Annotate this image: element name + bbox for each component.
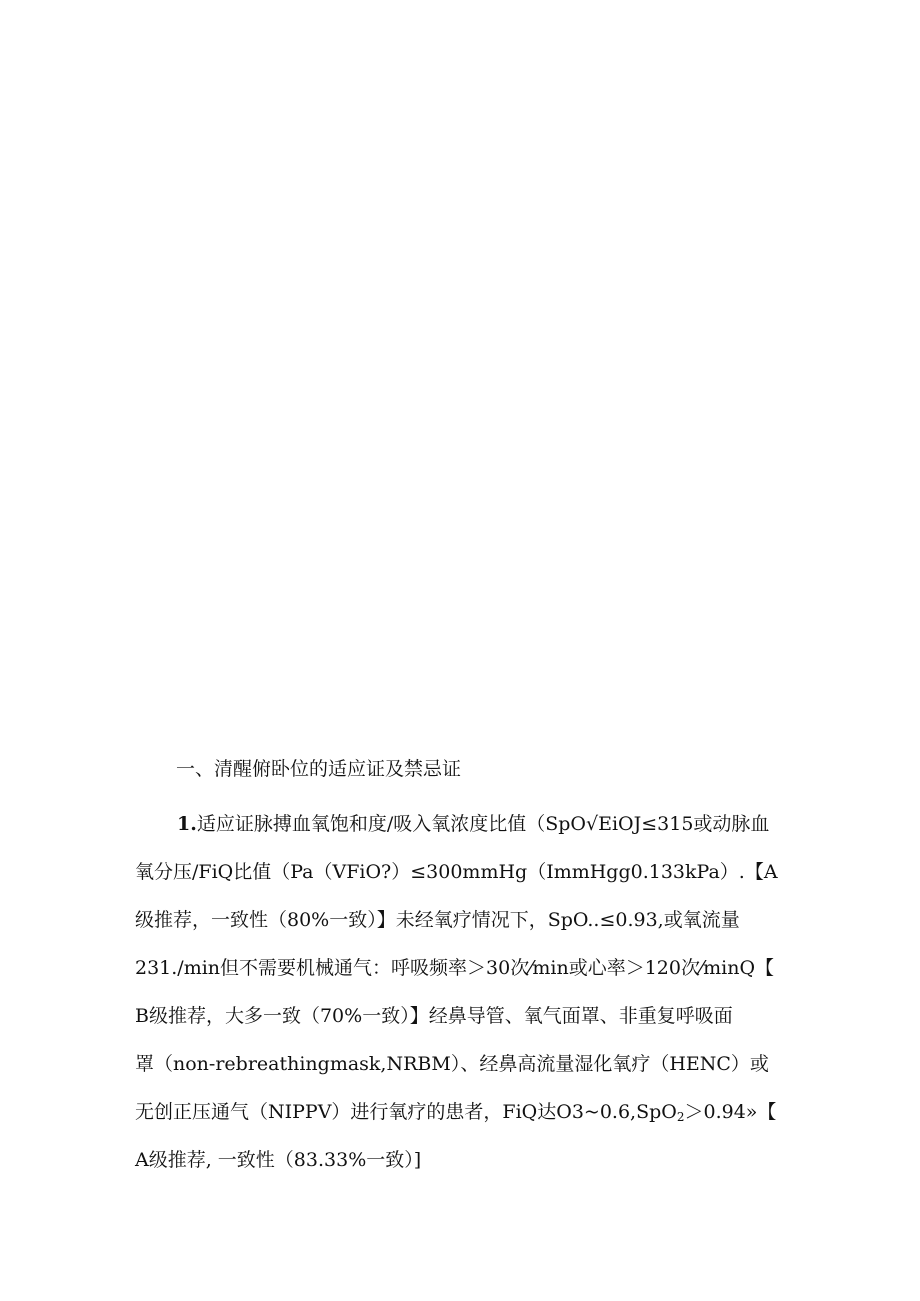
paragraph-line-8: A级推荐, 一致性（83.33%一致）] [135, 1149, 422, 1171]
paragraph-line-7-text: 无创正压通气（NIPPV）进行氧疗的患者，FiQ达O3~0.6,SpO [135, 1101, 677, 1123]
indication-paragraph [135, 800, 795, 1184]
section-heading: 一、清醒俯卧位的适应证及禁忌证 [176, 758, 462, 780]
paragraph-line-5: B级推荐，大多一致（70%一致）】经鼻导管、氧气面罩、非重复呼吸面 [135, 1005, 733, 1027]
paragraph-line-7-tail: ＞0.94»【 [684, 1101, 777, 1123]
paragraph-line-2: 氧分压/FiQ比值（Pa（VFiO?）≤300mmHg（ImmHgg0.133kPa）.【A [135, 861, 778, 883]
paragraph-line-3: 级推荐，一致性（80%一致）】未经氧疗情况下，SpO..≤0.93,或氧流量 [135, 909, 740, 931]
paragraph-line-1-text: 适应证脉搏血氧饱和度/吸入氧浓度比值（SpO√EiOJ≤315或动脉血 [196, 813, 770, 835]
paragraph-line-7 [135, 1088, 795, 1136]
paragraph-line-1 [135, 800, 795, 848]
paragraph-line-6: 罩（non-rebreathingmask,NRBM）、经鼻高流量湿化氧疗（HENC）或 [135, 1053, 769, 1075]
subscript-2: 2 [676, 1110, 685, 1124]
item-number: 1. [177, 813, 197, 835]
paragraph-line-4: 231./min但不需要机械通气：呼吸频率＞30次⁄min或心率＞120次⁄minQ【 [135, 957, 775, 979]
